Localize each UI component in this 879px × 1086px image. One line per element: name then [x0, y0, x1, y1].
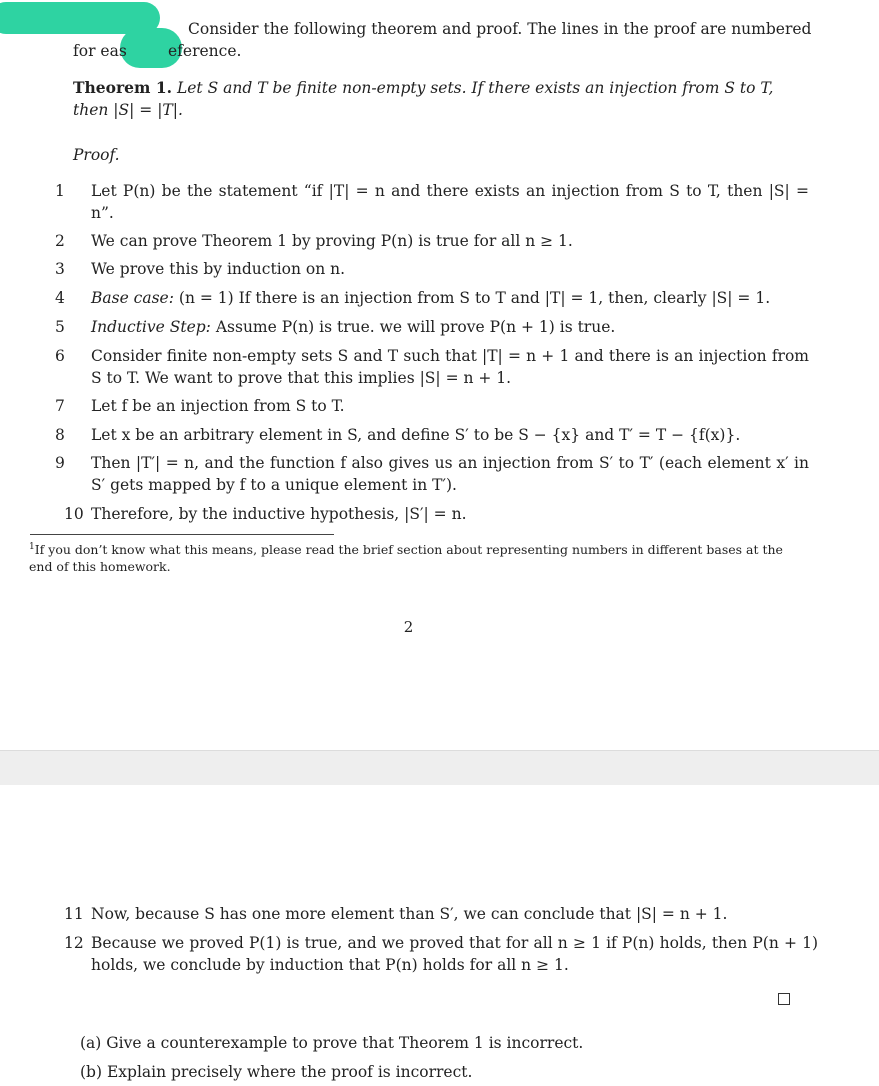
line-text: Now, because S has one more element than S′, we can conclude that |S| = n + 1.: [91, 905, 728, 923]
page-separator: [0, 750, 879, 787]
line-number: 4: [55, 289, 65, 307]
proof-label: [73, 144, 791, 166]
line-text: We prove this by induction on n.: [91, 260, 346, 278]
line-number: 12: [64, 934, 84, 952]
line-number: 10: [64, 505, 84, 523]
line-text: We can prove Theorem 1 by proving P(n) is true for all n ≥ 1.: [91, 232, 573, 250]
line-text: Then |T′| = n, and the function f also gives us an injection from S′ to T′ (each element x′ in S′ gets mapped by f to a unique element in T′).: [91, 454, 809, 494]
line-number: 1: [55, 182, 65, 200]
question-text: Explain precisely where the proof is incorrect.: [106, 1063, 473, 1081]
footnote-mark: 1: [29, 542, 35, 552]
proof-line: [55, 180, 809, 224]
line-number: 2: [55, 232, 65, 250]
theorem: [73, 77, 791, 99]
intro-line-1: Consider the following theorem and proof. The lines in the proof are numbered: [188, 20, 812, 38]
line-number: 5: [55, 318, 65, 336]
proof-line: [55, 258, 809, 280]
question-a: [80, 1032, 780, 1054]
question-b: [80, 1061, 780, 1083]
line-text: Consider finite non-empty sets S and T such that |T| = n + 1 and there is an injection from S to T. We want to prove that this implies |S| = n + 1.: [91, 347, 809, 387]
line-number: 7: [55, 397, 65, 415]
line-prefix: Inductive Step:: [91, 318, 211, 336]
footnote-rule: [30, 534, 334, 535]
question-label: (a): [80, 1034, 102, 1052]
proof-line: [55, 316, 809, 338]
line-text: Assume P(n) is true. we will prove P(n + 1) is true.: [215, 318, 616, 336]
footnote-text: If you don’t know what this means, please read the brief section about representing numbers in different bases at the end of this homework.: [29, 542, 783, 575]
question-label: (b): [80, 1063, 103, 1081]
proof-line: [64, 932, 818, 976]
line-text: Therefore, by the inductive hypothesis, |S′| = n.: [91, 505, 467, 523]
proof-line: [55, 287, 809, 309]
line-text: Let P(n) be the statement “if |T| = n and there exists an injection from S to T, then |S| = n”.: [91, 182, 809, 222]
footnote: [29, 539, 793, 575]
intro-line-2-end: eference.: [168, 42, 242, 60]
proof-line: [55, 230, 809, 252]
theorem-label: Theorem 1.: [73, 78, 173, 97]
intro-line-2-start: for eas: [73, 42, 127, 60]
theorem-statement-line-1: Let S and T be finite non-empty sets. If there exists an injection from S to T,: [176, 79, 774, 97]
page-number: 2: [403, 618, 414, 636]
proof-line: [55, 345, 809, 389]
line-text: Because we proved P(1) is true, and we proved that for all n ≥ 1 if P(n) holds, then P(n + 1) holds, we conclude by induction that P(n) holds for all n ≥ 1.: [91, 934, 818, 974]
line-text: Let f be an injection from S to T.: [91, 397, 345, 415]
line-number: 3: [55, 260, 65, 278]
proof-line: [64, 903, 791, 925]
qed-box-icon: [778, 993, 790, 1005]
line-prefix: Base case:: [91, 289, 174, 307]
line-number: 11: [64, 905, 84, 923]
line-number: 9: [55, 454, 65, 472]
line-text: (n = 1) If there is an injection from S to T and |T| = 1, then, clearly |S| = 1.: [178, 289, 771, 307]
question-text: Give a counterexample to prove that Theorem 1 is incorrect.: [106, 1034, 584, 1052]
proof-label-text: Proof.: [73, 146, 120, 164]
line-text: Let x be an arbitrary element in S, and define S′ to be S − {x} and T′ = T − {f(x)}.: [91, 426, 741, 444]
theorem-statement-line-2: then |S| = |T|.: [73, 101, 183, 119]
proof-line: [55, 395, 809, 417]
proof-line: [64, 503, 791, 525]
proof-line: [55, 452, 809, 496]
line-number: 8: [55, 426, 65, 444]
proof-line: [55, 424, 809, 446]
theorem-line-2: [73, 99, 791, 121]
line-number: 6: [55, 347, 65, 365]
